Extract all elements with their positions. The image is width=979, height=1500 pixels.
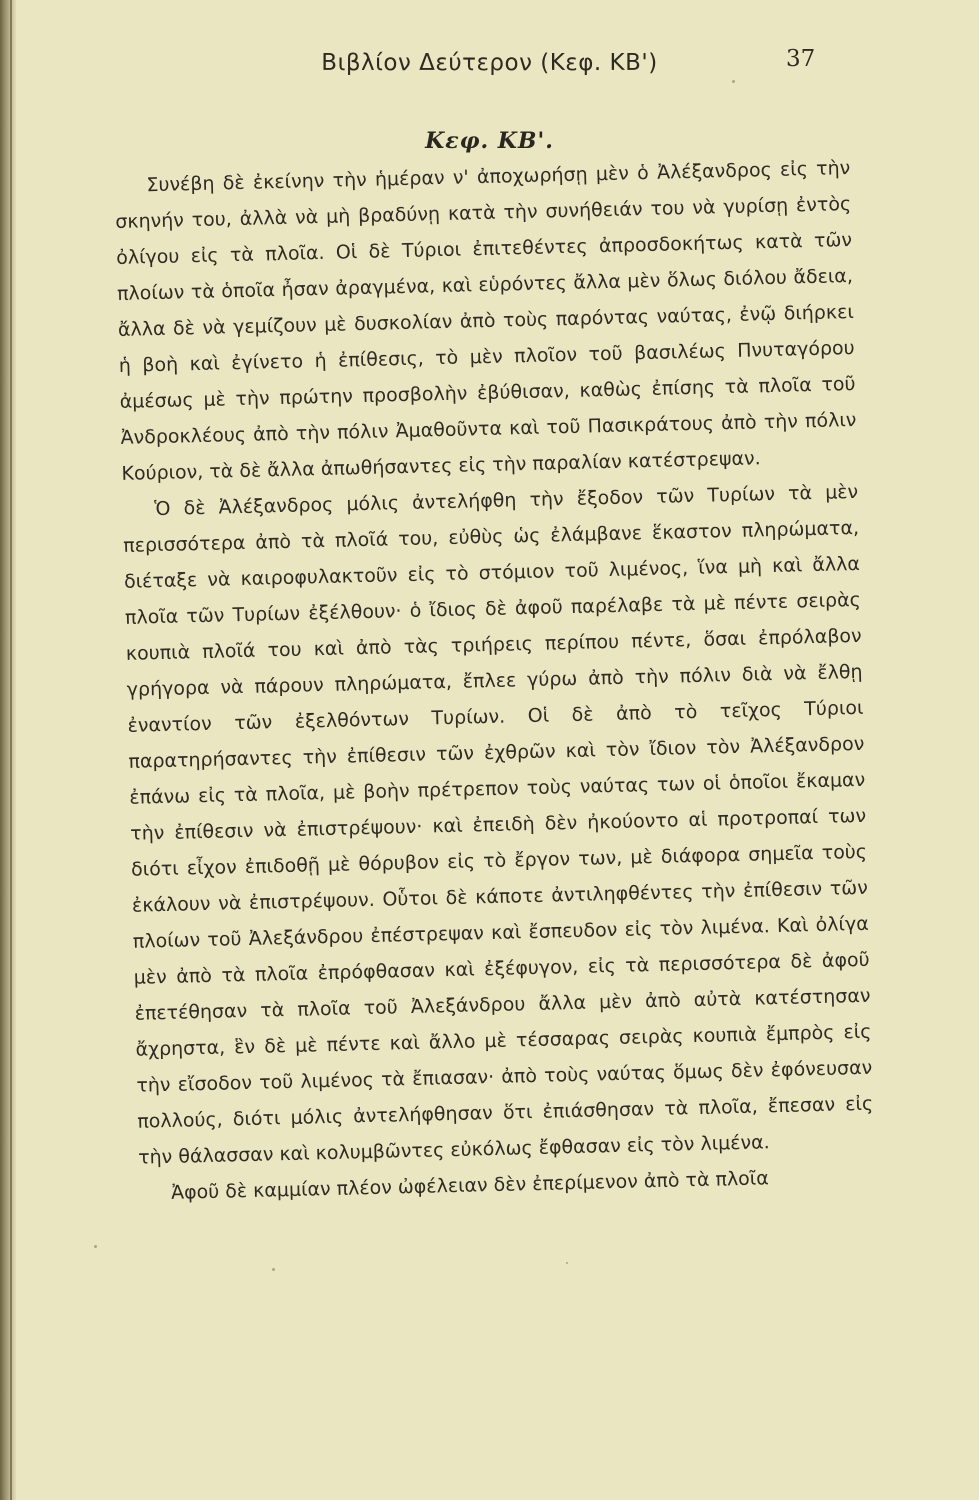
page-number: 37 (786, 46, 816, 72)
binding-edge (0, 0, 16, 1500)
binding-shadow-line (10, 0, 12, 1500)
paragraph-3: Ἀφοῦ δὲ καμμίαν πλέον ὠφέλειαν δὲν ἐπερίμενον ἀπὸ τὰ πλοῖα (170, 1167, 770, 1204)
paragraph-2: Ὁ δὲ Ἀλέξανδρος μόλις ἀντελήφθη τὴν ἔξοδον τῶν Τυρίων τὰ μὲν περισσότερα ἀπὸ τὰ πλοῖά του, εὐθὺς ὡς ἐλάμβανε ἕκαστον πληρώματα, διέταξε νὰ καιροφυλακτοῦν εἰς τὸ στόμιον τοῦ λιμένος, ἵνα μὴ καὶ ἄλλα πλοῖα τῶν Τυρίων ἐξέλθουν· ὁ ἴδιος δὲ ἀφοῦ παρέλαβε τὰ μὲ πέντε σειρὰς κουπιὰ πλοῖά του καὶ ἀπὸ τὰς τριήρεις περίπου πέντε, ὅσαι ἐπρόλαβον γρήγορα νὰ πάρουν πληρώματα, ἔπλεε γύρω ἀπὸ τὴν πόλιν διὰ νὰ ἔλθῃ ἐναντίον τῶν ἐξελθόντων Τυρίων. Οἱ δὲ ἀπὸ τὸ τεῖχος Τύριοι παρατηρήσαντες τὴν ἐπίθεσιν τῶν ἐχθρῶν καὶ τὸν ἴδιον τὸν Ἀλέξανδρον ἐπάνω εἰς τὰ πλοῖα, μὲ βοὴν πρέτρεπον τοὺς ναύτας των οἱ ὁποῖοι ἔκαμαν τὴν ἐπίθεσιν νὰ ἐπιστρέψουν· καὶ ἐπειδὴ δὲν ἠκούοντο αἱ προτροπαί των διότι εἶχον ἐπιδοθῇ μὲ θόρυβον εἰς τὸ ἔργον των, μὲ διάφορα σημεῖα τοὺς ἐκάλουν νὰ ἐπιστρέψουν. Οὗτοι δὲ κάποτε ἀντιληφθέντες τὴν ἐπίθεσιν τῶν πλοίων τοῦ Ἀλεξάνδρου ἐπέστρεψαν καὶ ἔσπευδον εἰς τὸν λιμένα. Καὶ ὀλίγα μὲν ἀπὸ τὰ πλοῖα ἐπρόφθασαν καὶ ἐξέφυγον, εἰς τὰ περισσότερα δὲ ἀφοῦ ἐπετέθησαν τὰ πλοῖα τοῦ Ἀλεξάνδρου ἄλλα μὲν ἀπὸ αὐτὰ κατέστησαν ἄχρηστα, ἓν δὲ μὲ πέντε καὶ ἄλλο μὲ τέσσαρας σειρὰς κουπιὰ ἔμπρὸς εἰς τὴν εἴσοδον τοῦ λιμένος τὰ ἔπιασαν· ἀπὸ τοὺς ναύτας ὅμως δὲν ἐφόνευσαν πολλούς, διότι μόλις ἀντελήφθησαν ὅτι ἐπιάσθησαν τὰ πλοῖα, ἔπεσαν εἰς τὴν θάλασσαν καὶ κολυμβῶντες εὐκόλως ἔφθασαν εἰς τὸν λιμένα. (122, 480, 874, 1169)
paper-speck (732, 80, 735, 83)
paper-speck (272, 1268, 275, 1271)
running-title: Βιβλίον Δεύτερον (Κεφ. ΚΒ') (321, 50, 658, 76)
paragraph-1: Συνέβη δὲ ἐκείνην τὴν ἡμέραν ν' ἀποχωρήσῃ μὲν ὁ Ἀλέξανδρος εἰς τὴν σκηνήν του, ἀλλὰ νὰ μὴ βραδύνῃ κατὰ τὴν συνήθειάν του νὰ γυρίσῃ ἐντὸς ὀλίγου εἰς τὰ πλοῖα. Οἱ δὲ Τύριοι ἐπιτεθέντες ἀπροσδοκήτως κατὰ τῶν πλοίων τὰ ὁποῖα ἦσαν ἀραγμένα, καὶ εὑρόντες ἄλλα μὲν ὅλως διόλου ἄδεια, ἄλλα δὲ νὰ γεμίζουν μὲ δυσκολίαν ἀπὸ τοὺς παρόντας ναύτας, ἐνῷ διήρκει ἡ βοὴ καὶ ἐγίνετο ἡ ἐπίθεσις, τὸ μὲν πλοῖον τοῦ βασιλέως Πνυταγόρου ἀμέσως μὲ τὴν πρώτην προσβολὴν ἐβύθισαν, καθὼς ἐπίσης τὰ πλοῖα τοῦ Ἀνδροκλέους ἀπὸ τὴν πόλιν Ἀμαθοῦντα καὶ τοῦ Πασικράτους ἀπὸ τὴν πόλιν Κούριον, τὰ δὲ ἄλλα ἀπωθήσαντες εἰς τὴν παραλίαν κατέστρεψαν. (115, 157, 857, 485)
paper-speck (94, 1245, 97, 1248)
paper-speck (566, 1262, 568, 1264)
body-text (114, 150, 875, 1212)
chapter-heading: Κεφ. ΚΒ'. (425, 128, 554, 154)
